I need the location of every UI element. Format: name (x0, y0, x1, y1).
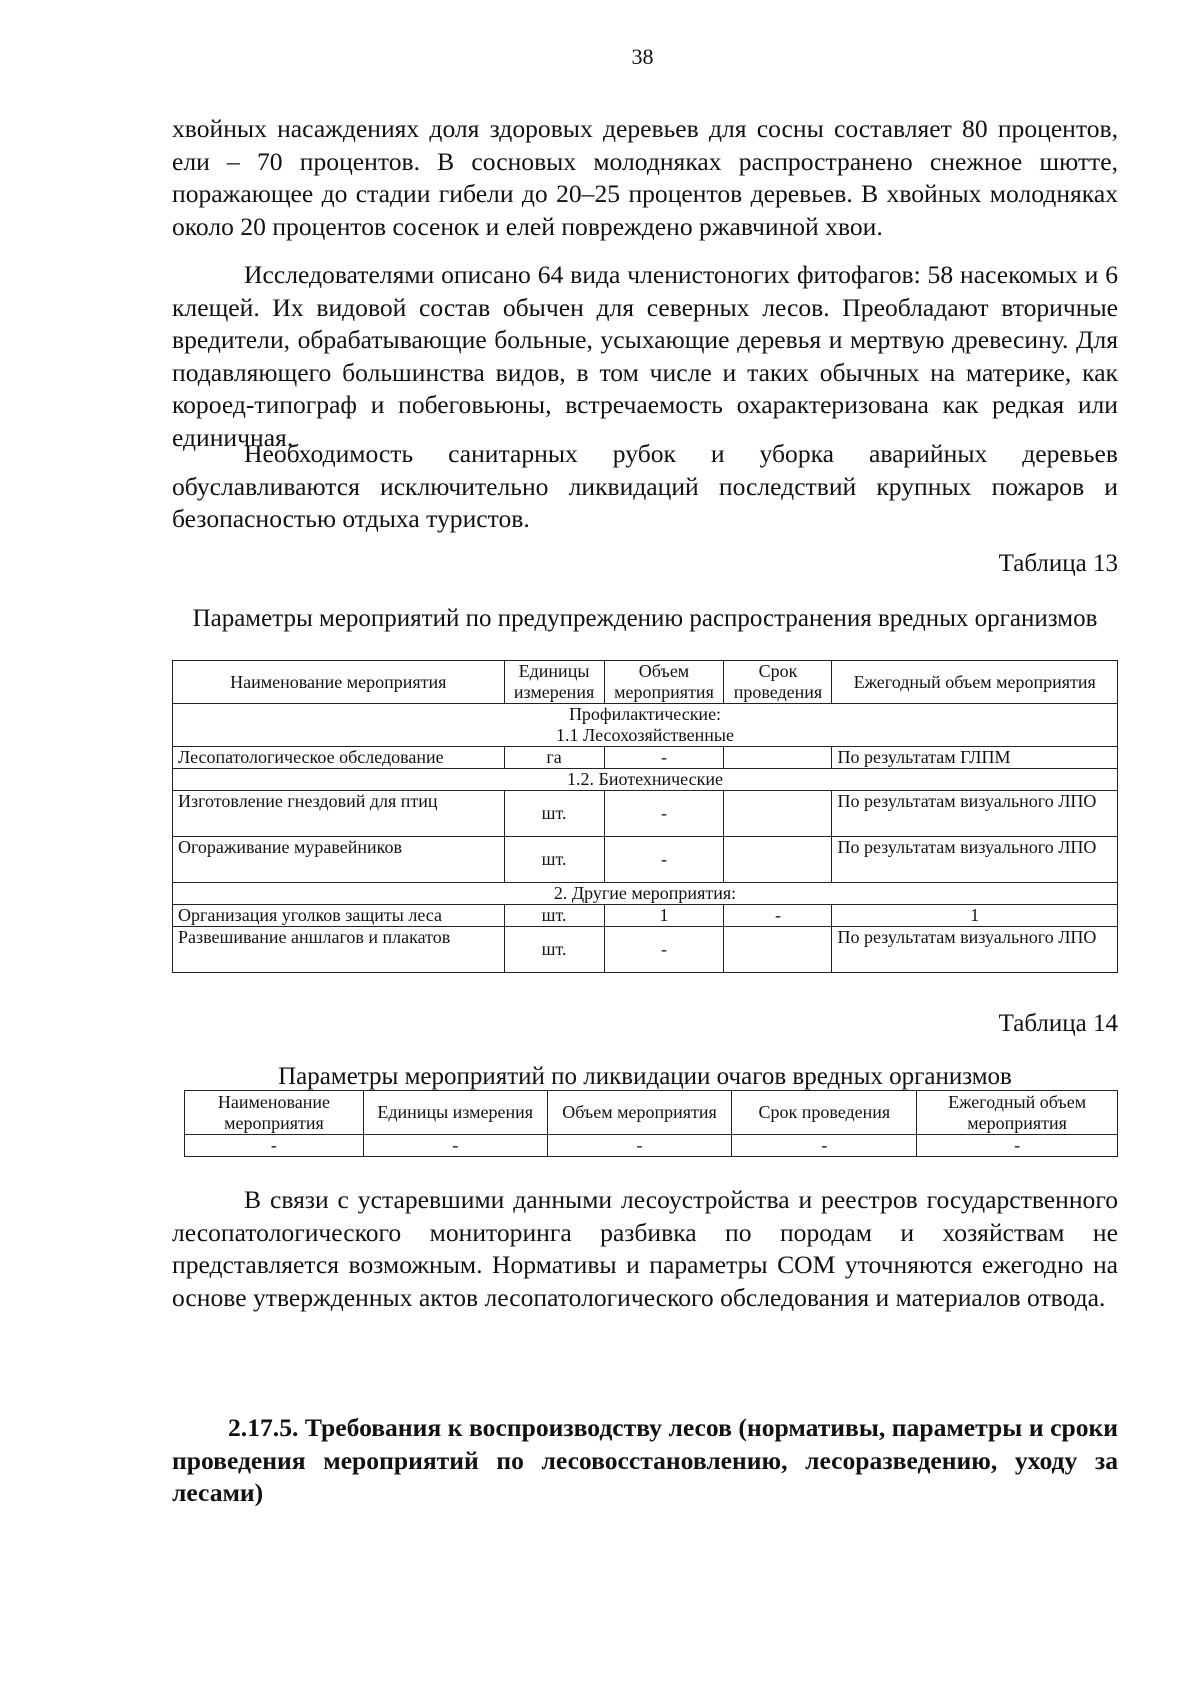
header-annual: Ежегодный объем мероприятия (832, 661, 1118, 704)
header-name: Наименование мероприятия (173, 661, 505, 704)
cell-name: Лесопатологическое обследование (173, 747, 505, 769)
header-term: Срок проведения (724, 661, 832, 704)
cell-annual: 1 (832, 905, 1118, 927)
header-units: Единицы измерения (504, 661, 604, 704)
header-volume: Объем мероприятия (547, 1091, 732, 1135)
cell-term (724, 927, 832, 973)
table-13-caption: Таблица 13 (998, 550, 1118, 577)
cell-volume: - (604, 837, 724, 883)
cell-name: Изготовление гнездовий для птиц (173, 791, 505, 837)
table-row (173, 927, 1118, 973)
cell-annual: По результатам визуального ЛПО (832, 837, 1118, 883)
section-row (173, 769, 1118, 791)
cell-name: Огораживание муравейников (173, 837, 505, 883)
table-row (173, 837, 1118, 883)
cell-volume: - (604, 747, 724, 769)
section-row (173, 704, 1118, 747)
paragraph-2: Исследователями описано 64 вида членистоногих фитофагов: 58 насекомых и 6 клещей. Их видовой состав обычен для северных лесов. Преобладают вторичные вредители, обрабатывающие больные, усыхающие деревья и мертвую древесину. Для подавляющего большинства видов, в том числе и таких обычных на материке, как короед-типограф и побеговьюны, встречаемость охарактеризована как редкая или единичная. (172, 260, 1118, 452)
cell-annual: - (917, 1135, 1118, 1157)
cell-term: - (732, 1135, 917, 1157)
section-row (173, 883, 1118, 905)
table-13-title: Параметры мероприятий по предупреждению распространения вредных организмов (192, 605, 1098, 632)
table-row (173, 791, 1118, 837)
section-heading: 2.17.5. Требования к воспроизводству лесов (нормативы, параметры и сроки проведения мероприятий по лесовосстановлению, лесоразведению, уходу за лесами) (172, 1413, 1118, 1507)
cell-volume: - (547, 1135, 732, 1157)
cell-name: - (185, 1135, 364, 1157)
header-volume: Объем мероприятия (604, 661, 724, 704)
cell-term (724, 791, 832, 837)
table-row (173, 747, 1118, 769)
cell-term (724, 747, 832, 769)
cell-units: га (504, 747, 604, 769)
cell-units: - (363, 1135, 547, 1157)
table-14-title: Параметры мероприятий по ликвидации очагов вредных организмов (278, 1063, 1012, 1090)
paragraph-4: В связи с устаревшими данными лесоустройства и реестров государственного лесопатологического мониторинга разбивка по породам и хозяйствам не представляется возможным. Нормативы и параметры СОМ уточняются ежегодно на основе утвержденных актов лесопатологического обследования и материалов отвода. (172, 1185, 1118, 1312)
cell-annual: По результатам визуального ЛПО (832, 927, 1118, 973)
header-units: Единицы измерения (363, 1091, 547, 1135)
section-les: 1.1 Лесохозяйственные (556, 725, 734, 745)
cell-units: шт. (504, 837, 604, 883)
cell-volume: - (604, 791, 724, 837)
table-13 (172, 660, 1118, 973)
cell-annual: По результатам визуального ЛПО (832, 791, 1118, 837)
cell-name: Организация уголков защиты леса (173, 905, 505, 927)
paragraph-1: хвойных насаждениях доля здоровых деревьев для сосны составляет 80 процентов, ели – 70 процентов. В сосновых молодняках распространено снежное шютте, поражающее до стадии гибели до 20–25 процентов деревьев. В хвойных молодняках около 20 процентов сосенок и елей повреждено ржавчиной хвои. (172, 114, 1118, 241)
cell-term (724, 837, 832, 883)
table-row (173, 905, 1118, 927)
header-name: Наименование мероприятия (185, 1091, 364, 1135)
cell-units: шт. (504, 927, 604, 973)
cell-volume: - (604, 927, 724, 973)
table-14 (184, 1090, 1118, 1157)
section-other: 2. Другие мероприятия: (173, 883, 1118, 905)
page-number: 38 (631, 44, 654, 69)
cell-name: Развешивание аншлагов и плакатов (173, 927, 505, 973)
cell-term: - (724, 905, 832, 927)
table-header-row (185, 1091, 1118, 1135)
paragraph-3: Необходимость санитарных рубок и уборка аварийных деревьев обуславливаются исключительно ликвидаций последствий крупных пожаров и безопасностью отдыха туристов. (172, 439, 1118, 533)
section-prof: Профилактические: (568, 704, 722, 724)
cell-units: шт. (504, 905, 604, 927)
table-row (185, 1135, 1118, 1157)
header-term: Срок проведения (732, 1091, 917, 1135)
cell-units: шт. (504, 791, 604, 837)
cell-volume: 1 (604, 905, 724, 927)
header-annual: Ежегодный объем мероприятия (917, 1091, 1118, 1135)
table-header-row (173, 661, 1118, 704)
cell-annual: По результатам ГЛПМ (832, 747, 1118, 769)
table-14-caption: Таблица 14 (998, 1010, 1118, 1037)
section-bio: 1.2. Биотехнические (173, 769, 1118, 791)
